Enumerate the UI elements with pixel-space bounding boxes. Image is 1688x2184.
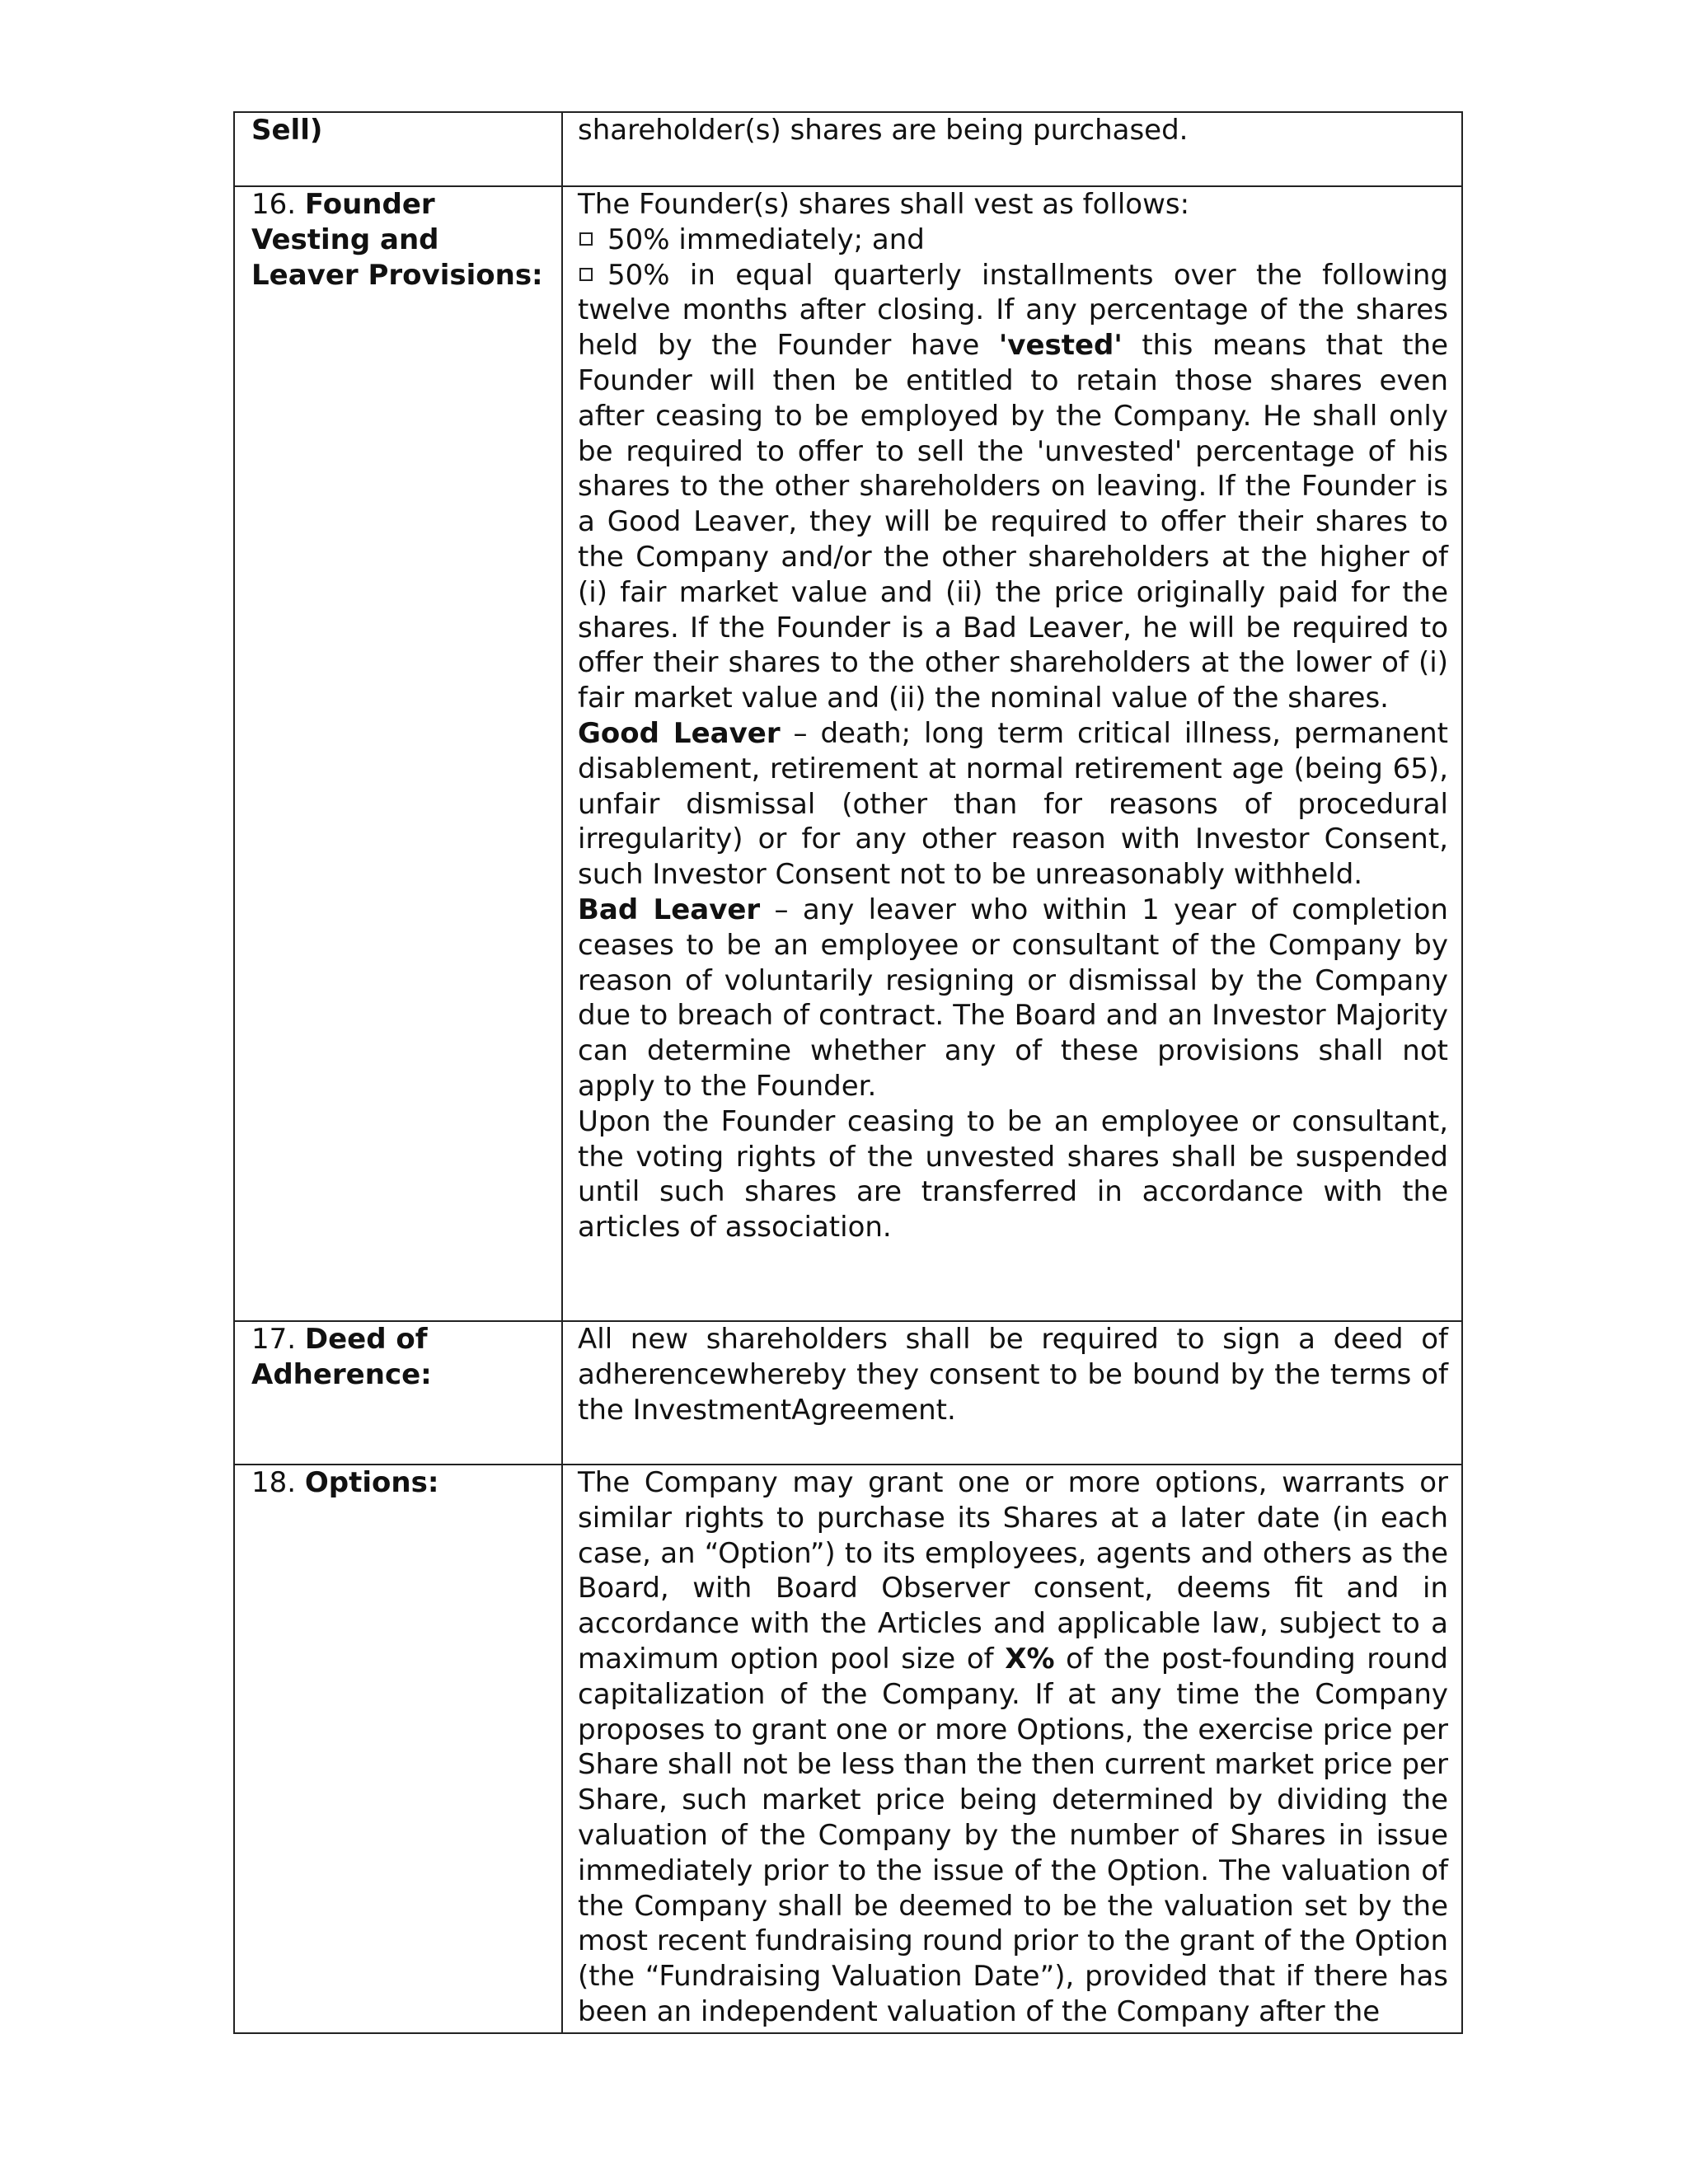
content-text: shareholder(s) shares are being purchased. [578,114,1189,147]
vesting-intro: The Founder(s) shares shall vest as follows: [578,188,1190,221]
vesting-text: If any percentage of the shares held by the Founder have [578,293,1448,363]
table-row [234,186,1462,1321]
good-leaver-paragraph [578,716,1448,893]
table-row [234,112,1462,186]
vested-term: 'vested' [998,329,1123,363]
bad-leaver-text: – any leaver who within 1 year of completion ceases to be an employee or consultant of the Company by reason of voluntarily resigning or dismissal by the Company due to breach of contract. The Board and an Investor Majority can determine whether any of these provisions shall not apply to the Founder. [578,893,1448,1103]
row-number: 18. [251,1466,305,1499]
bullet-text: 50% in equal quarterly installments over the following twelve months after closing. [578,258,1448,327]
bullet-square-icon [579,232,593,246]
row-content [562,186,1462,1321]
bad-leaver-paragraph [578,893,1448,1104]
row-title: Founder Vesting and Leaver Provisions: [251,188,543,292]
table-row [234,1321,1462,1465]
options-text: The Company may grant one or more options, warrants or similar rights to purchase its Shares at a later date (in each case, an “Option”) to its employees, agents and others as the Board, with Board Observer consent, deems fit and in accordance with the Articles and applicable law, subject to a maximum option pool size of [578,1466,1448,1675]
row-content [562,1465,1462,2033]
row-label [234,112,562,186]
option-pool-size: X% [1005,1642,1055,1675]
row-label [234,1321,562,1465]
row-number: 17. [251,1323,305,1356]
row-title: Sell) [251,114,323,147]
row-title: Options: [304,1466,439,1499]
row-label [234,1465,562,2033]
row-number: 16. [251,188,305,221]
table-row [234,1465,1462,2033]
voting-rights-paragraph: Upon the Founder ceasing to be an employee or consultant, the voting rights of the unvested shares shall be suspended until such shares are transferred in accordance with the articles of association. [578,1104,1448,1244]
list-item [578,258,1448,716]
good-leaver-term: Good Leaver [578,716,781,750]
row-content [562,1321,1462,1465]
vesting-text-cont: this means that the Founder will then be entitled to retain those shares even after ceasing to be employed by the Company. He shall only be required to offer to sell the 'unvested' percentage of his shares to the other shareholders on leaving. If the Founder is a Good Leaver, they will be required to offer their shares to the Company and/or the other shareholders at the higher of (i) fair market value and (ii) the price originally paid for the shares. If the Founder is a Bad Leaver, he will be required to offer their shares to the other shareholders at the lower of (i) fair market value and (ii) the nominal value of the shares. [578,329,1449,715]
bad-leaver-term: Bad Leaver [578,893,761,926]
content-text: All new shareholders shall be required to sign a deed of adherencewhereby they consent to be bound by the terms of the InvestmentAgreement. [578,1323,1448,1427]
bullet-text: 50% immediately; and [607,223,925,256]
row-title: Deed of Adherence: [251,1323,432,1391]
bullet-square-icon [579,268,593,281]
row-label [234,186,562,1321]
term-sheet-table [233,111,1463,2034]
list-item [578,223,1448,258]
options-paragraph [578,1465,1448,2030]
good-leaver-text: – death; long term critical illness, permanent disablement, retirement at normal retirement age (being 65), unfair dismissal (other than for reasons of procedural irregularity) or for any other reason with Investor Consent, such Investor Consent not to be unreasonably withheld. [578,716,1449,892]
row-content [562,112,1462,186]
options-text-cont: of the post-founding round capitalization of the Company. If at any time the Company proposes to grant one or more Options, the exercise price per Share shall not be less than the then current market price per Share, such market price being determined by dividing the valuation of the Company by the number of Shares in issue immediately prior to the issue of the Option. The valuation of the Company shall be deemed to be the valuation set by the most recent fundraising round prior to the grant of the Option (the “Fundraising Valuation Date”), provided that if there has been an independent valuation of the Company after the [578,1642,1448,2028]
